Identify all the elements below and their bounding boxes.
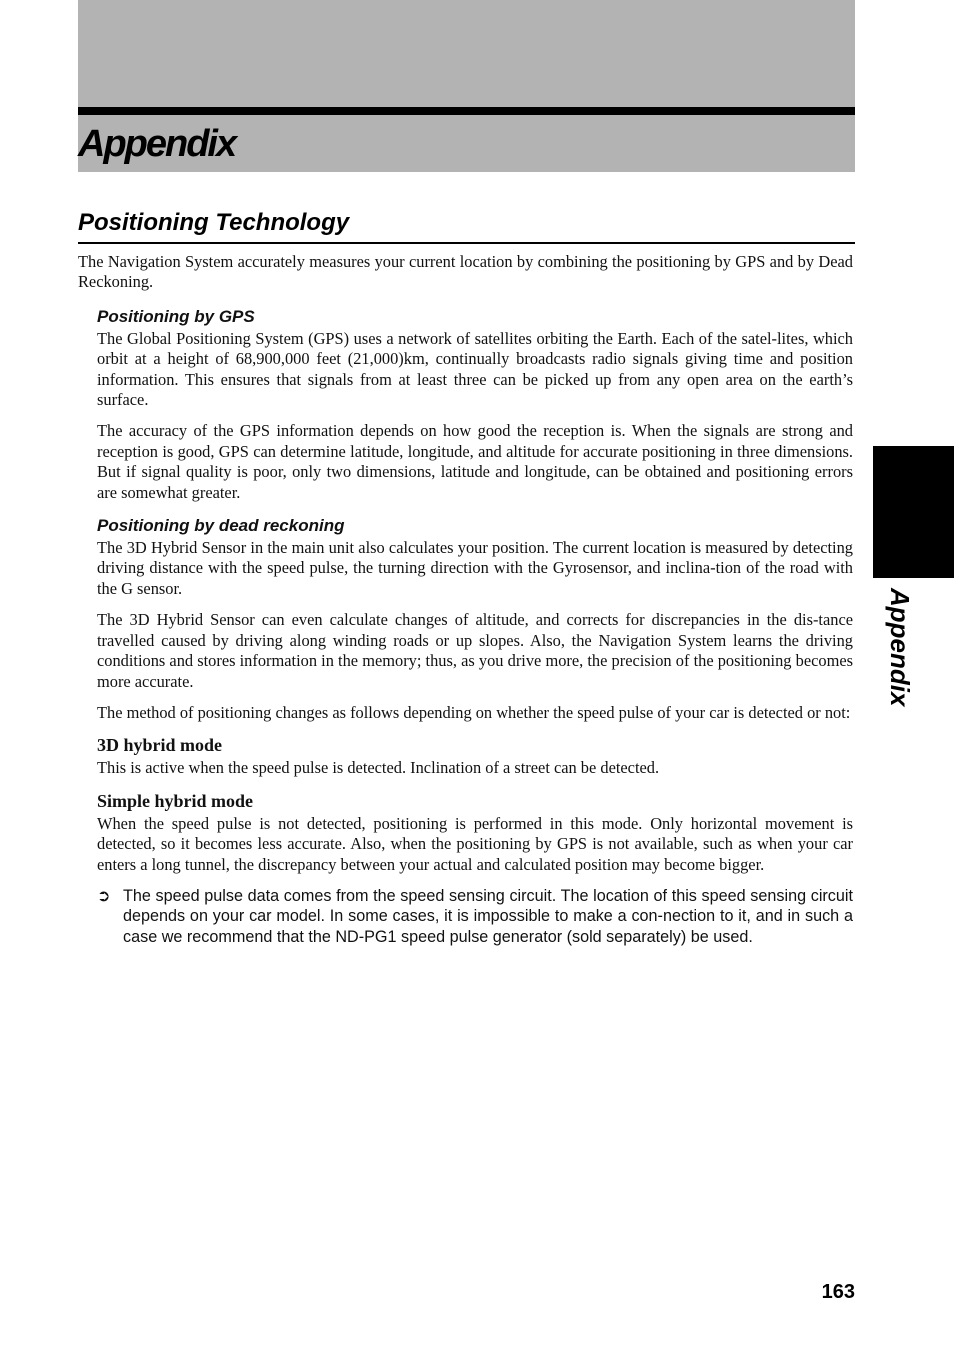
gps-paragraph-2: The accuracy of the GPS information depends on how good the reception is. When the signals are strong and reception is good, GPS can determine latitude, longitude, and altitude for accurate positioning in three dimensions. But if signal quality is poor, only two dimensions, latitude and longitude, can be obtained and positioning errors are somewhat greater.: [97, 421, 853, 502]
side-tab-label: Appendix: [885, 588, 915, 707]
gps-paragraph-1: The Global Positioning System (GPS) uses a network of satellites orbiting the Earth. Each of the satel-lites, which orbit at a height of 68,900,000 feet (21,000)km, continually broadcasts radio signals giving time and position information. This ensures that signals from at least three can be picked up from any open area on the earth’s surface.: [97, 328, 853, 410]
dead-reckoning-heading: Positioning by dead reckoning: [97, 516, 345, 536]
side-tab-marker: [873, 446, 954, 578]
3d-hybrid-mode-heading: 3D hybrid mode: [97, 735, 223, 756]
section-intro: The Navigation System accurately measures your current location by combining the positioning by GPS and by Dead Reckoning.: [78, 252, 853, 292]
section-title: Positioning Technology: [78, 206, 855, 244]
simple-hybrid-mode-heading: Simple hybrid mode: [97, 790, 254, 811]
note-text: The speed pulse data comes from the speed sensing circuit. The location of this speed sensing circuit depends on your car model. In some cases, it is impossible to make a con-nection to it, and in such a case we recommend that the ND-PG1 speed pulse generator (sold separately) be used.: [123, 886, 853, 946]
3d-hybrid-mode-text: This is active when the speed pulse is detected. Inclination of a street can be detected.: [97, 758, 660, 778]
simple-hybrid-mode-text: When the speed pulse is not detected, positioning is performed in this mode. Only horizontal movement is detected, so it becomes less accurate. Also, when the positioning by GPS is not available, such as when your car enters a long tunnel, the discrepancy between your actual and calculated position may become bigger.: [97, 813, 853, 874]
page-content: [78, 252, 853, 947]
dead-reckoning-paragraph-3: The method of positioning changes as follows depending on whether the speed pulse of your car is detected or not:: [97, 702, 851, 722]
dead-reckoning-paragraph-1: The 3D Hybrid Sensor in the main unit also calculates your position. The current location is measured by detecting driving distance with the speed pulse, the turning direction with the Gyrosensor, and inclina-tion of the road with the G sensor.: [97, 538, 853, 598]
note: [97, 886, 853, 947]
chapter-header-rule: [78, 107, 855, 115]
gps-heading: Positioning by GPS: [97, 306, 255, 326]
page-number: 163: [821, 1281, 855, 1303]
dead-reckoning-paragraph-2: The 3D Hybrid Sensor can even calculate changes of altitude, and corrects for discrepancies in the dis-tance travelled caused by driving along winding roads or up slopes. Also, the Navigation System learns the driving conditions and stores information in the memory; thus, as you drive more, the precision of the positioning becomes more accurate.: [97, 610, 853, 691]
chapter-title: Appendix: [78, 123, 236, 165]
note-arrow-icon: ➲: [97, 885, 111, 905]
